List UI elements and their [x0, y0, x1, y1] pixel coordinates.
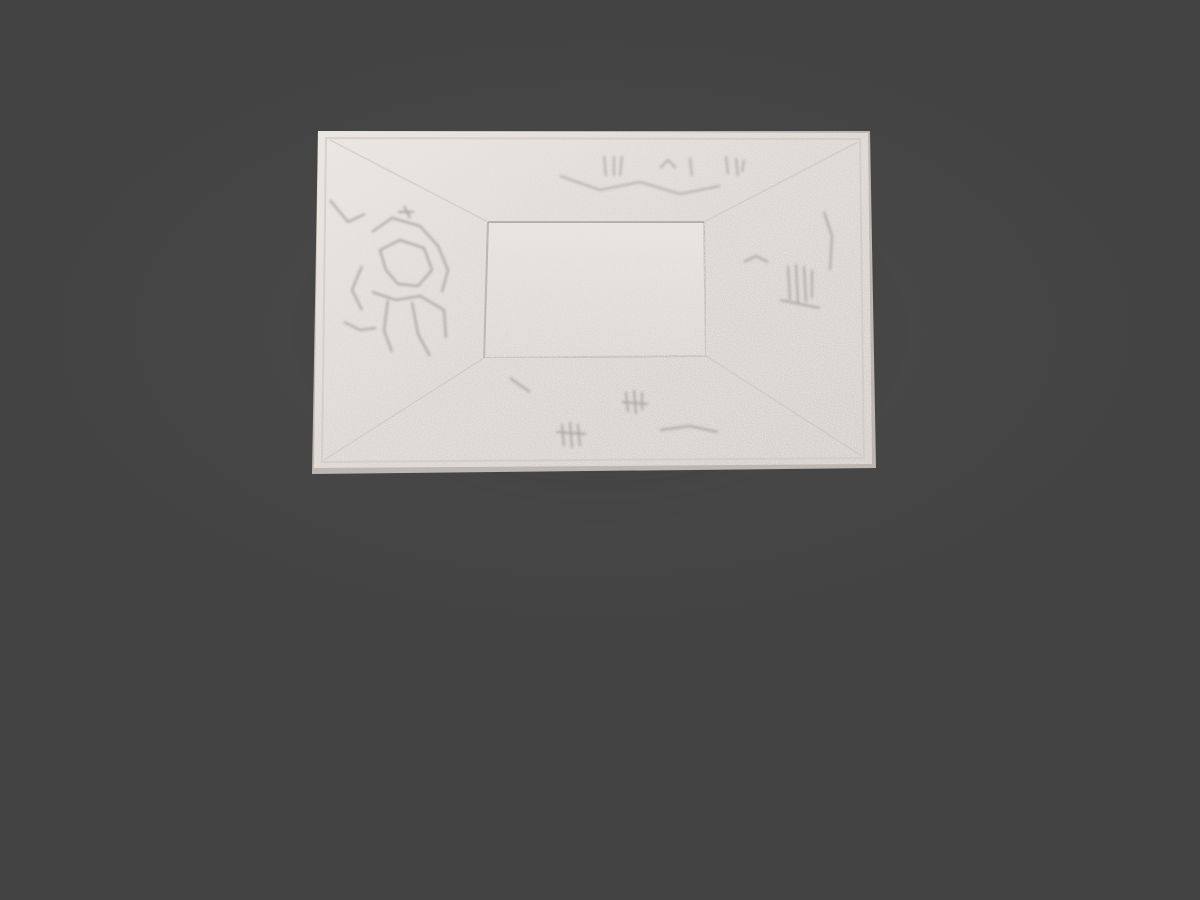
central-recessed-panel	[484, 222, 706, 358]
